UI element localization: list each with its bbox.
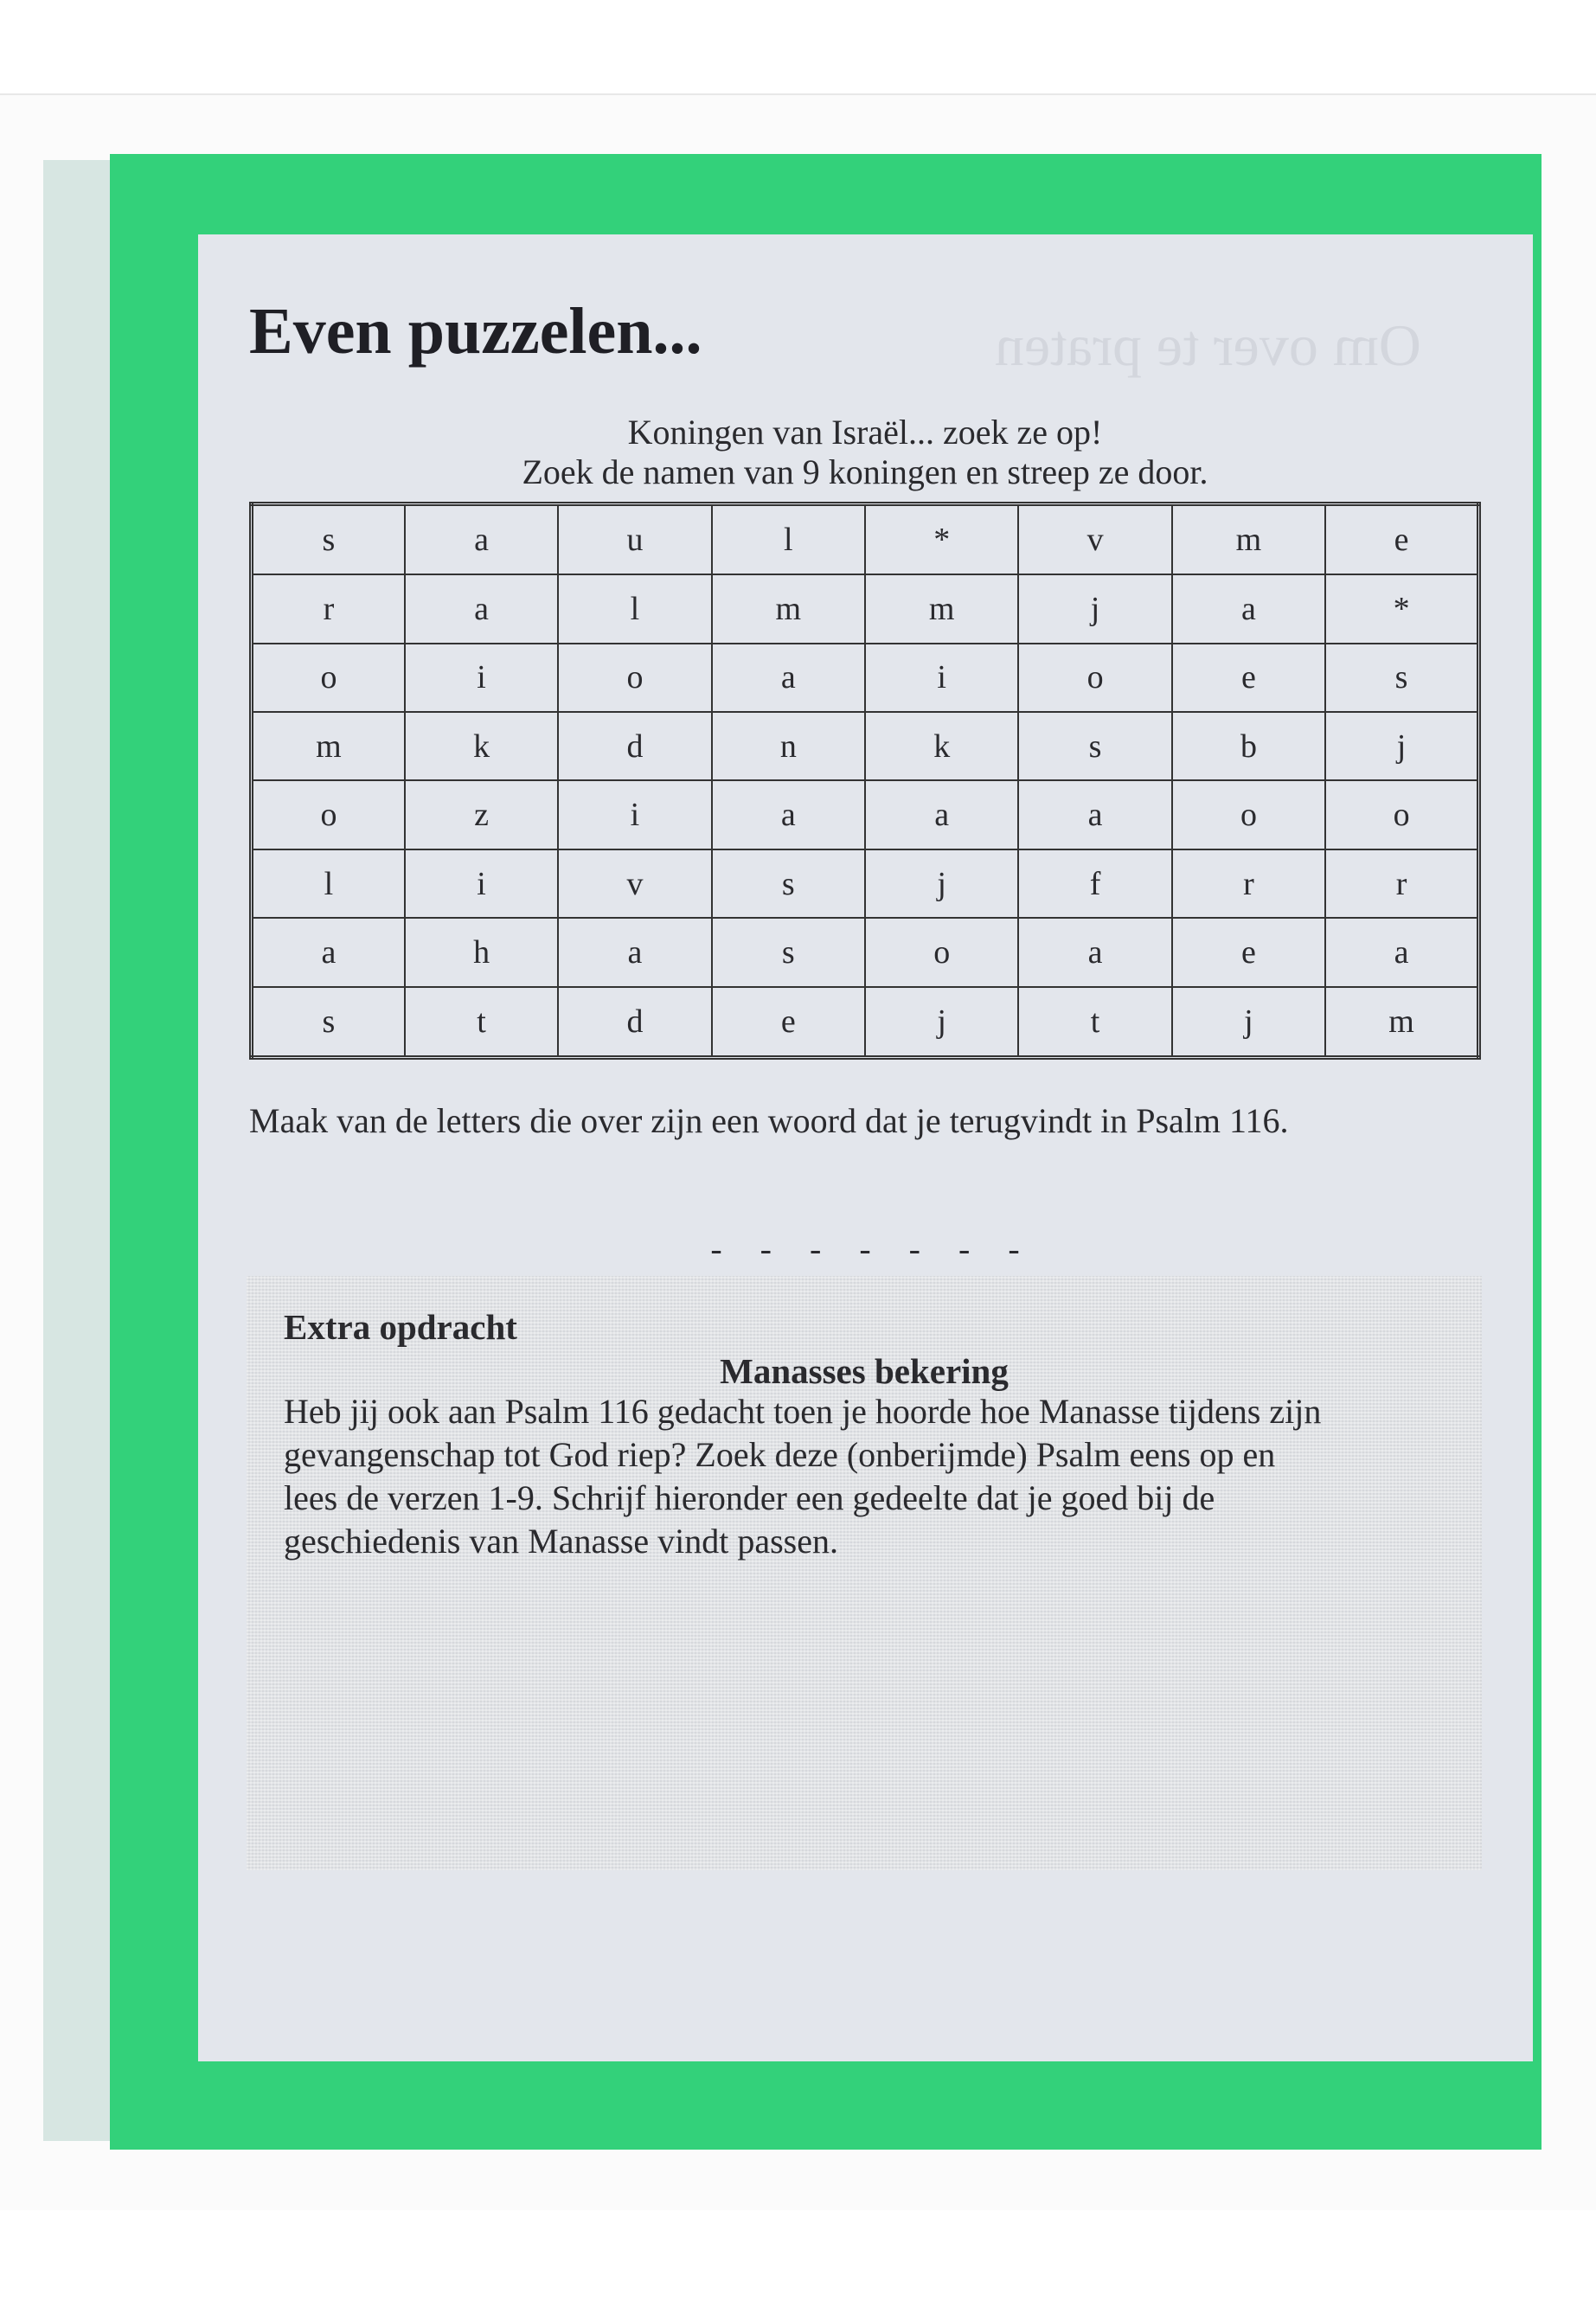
answer-blank: - (710, 1229, 722, 1268)
grid-cell: m (865, 574, 1018, 643)
puzzle-subtitle-1: Koningen van Israël... zoek ze op! (627, 413, 1103, 452)
grid-cell: l (558, 574, 711, 643)
grid-cell: j (1325, 712, 1478, 780)
grid-cell: a (1172, 574, 1325, 643)
grid-cell: j (1018, 574, 1171, 643)
extra-heading: Extra opdracht (284, 1307, 517, 1347)
grid-cell: j (865, 987, 1018, 1058)
extra-subheading: Manasses bekering (720, 1351, 1009, 1391)
grid-cell: a (558, 918, 711, 986)
grid-cell: o (865, 918, 1018, 986)
answer-blank: - (810, 1229, 822, 1268)
instruction-text: Maak van de letters die over zijn een woord dat je terugvindt in Psalm 116. (249, 1101, 1289, 1140)
grid-cell: t (405, 987, 558, 1058)
extra-line: gevangenschap tot God riep? Zoek deze (onberijmde) Psalm eens op en (284, 1435, 1276, 1474)
answer-blank: - (859, 1229, 871, 1268)
grid-cell: e (1325, 504, 1478, 575)
grid-cell: o (558, 644, 711, 712)
grid-cell: v (558, 849, 711, 918)
grid-cell: d (558, 987, 711, 1058)
grid-cell: i (405, 644, 558, 712)
puzzle-subtitle-2: Zoek de namen van 9 koningen en streep ze door. (522, 452, 1208, 491)
grid-cell: k (405, 712, 558, 780)
grid-cell: e (712, 987, 865, 1058)
page-edge-shade (43, 160, 110, 2141)
extra-line: lees de verzen 1-9. Schrijf hieronder een gedeelte dat je goed bij de (284, 1478, 1215, 1517)
grid-row (252, 504, 1479, 575)
bleed-through-text: Om over te praten (995, 312, 1421, 378)
grid-cell: d (558, 712, 711, 780)
grid-cell: a (252, 918, 405, 986)
grid-cell: a (1018, 918, 1171, 986)
grid-cell: z (405, 780, 558, 849)
grid-cell: o (252, 644, 405, 712)
grid-cell: a (1325, 918, 1478, 986)
grid-cell: e (1172, 644, 1325, 712)
grid-row (252, 574, 1479, 643)
grid-row (252, 780, 1479, 849)
grid-cell: r (1172, 849, 1325, 918)
grid-cell: o (1018, 644, 1171, 712)
grid-cell: i (405, 849, 558, 918)
answer-blank: - (958, 1229, 971, 1268)
answer-blank: - (1008, 1229, 1020, 1268)
word-search-grid (249, 502, 1481, 1060)
grid-cell: o (252, 780, 405, 849)
grid-cell: m (1325, 987, 1478, 1058)
grid-cell: m (712, 574, 865, 643)
grid-cell: s (712, 918, 865, 986)
answer-blank: - (908, 1229, 920, 1268)
grid-cell: o (1325, 780, 1478, 849)
grid-cell: a (405, 504, 558, 575)
grid-cell: e (1172, 918, 1325, 986)
grid-cell: s (1325, 644, 1478, 712)
extra-body (284, 1390, 1460, 1563)
grid-cell: s (1018, 712, 1171, 780)
grid-row (252, 918, 1479, 986)
grid-row (252, 644, 1479, 712)
grid-row (252, 849, 1479, 918)
grid-cell: r (252, 574, 405, 643)
grid-row (252, 712, 1479, 780)
grid-cell: k (865, 712, 1018, 780)
grid-cell: j (865, 849, 1018, 918)
grid-cell: m (1172, 504, 1325, 575)
grid-cell: a (712, 780, 865, 849)
grid-cell: h (405, 918, 558, 986)
grid-cell: v (1018, 504, 1171, 575)
grid-cell: s (252, 504, 405, 575)
grid-cell: u (558, 504, 711, 575)
grid-cell: r (1325, 849, 1478, 918)
extra-line: Heb jij ook aan Psalm 116 gedacht toen je hoorde hoe Manasse tijdens zijn (284, 1392, 1322, 1431)
extra-line: geschiedenis van Manasse vindt passen. (284, 1522, 838, 1561)
grid-cell: * (865, 504, 1018, 575)
grid-cell: f (1018, 849, 1171, 918)
grid-cell: a (865, 780, 1018, 849)
answer-blank: - (760, 1229, 772, 1268)
extra-assignment-box (247, 1276, 1482, 1870)
grid-cell: s (712, 849, 865, 918)
grid-cell: o (1172, 780, 1325, 849)
grid-cell: j (1172, 987, 1325, 1058)
grid-cell: a (1018, 780, 1171, 849)
page-title: Even puzzelen... (249, 295, 702, 368)
grid-cell: l (712, 504, 865, 575)
grid-cell: n (712, 712, 865, 780)
grid-cell: a (712, 644, 865, 712)
grid-cell: t (1018, 987, 1171, 1058)
grid-cell: s (252, 987, 405, 1058)
answer-blanks (249, 1228, 1481, 1269)
grid-row (252, 987, 1479, 1058)
grid-cell: a (405, 574, 558, 643)
grid-cell: m (252, 712, 405, 780)
grid-cell: * (1325, 574, 1478, 643)
grid-cell: i (558, 780, 711, 849)
grid-cell: i (865, 644, 1018, 712)
grid-cell: l (252, 849, 405, 918)
grid-cell: b (1172, 712, 1325, 780)
